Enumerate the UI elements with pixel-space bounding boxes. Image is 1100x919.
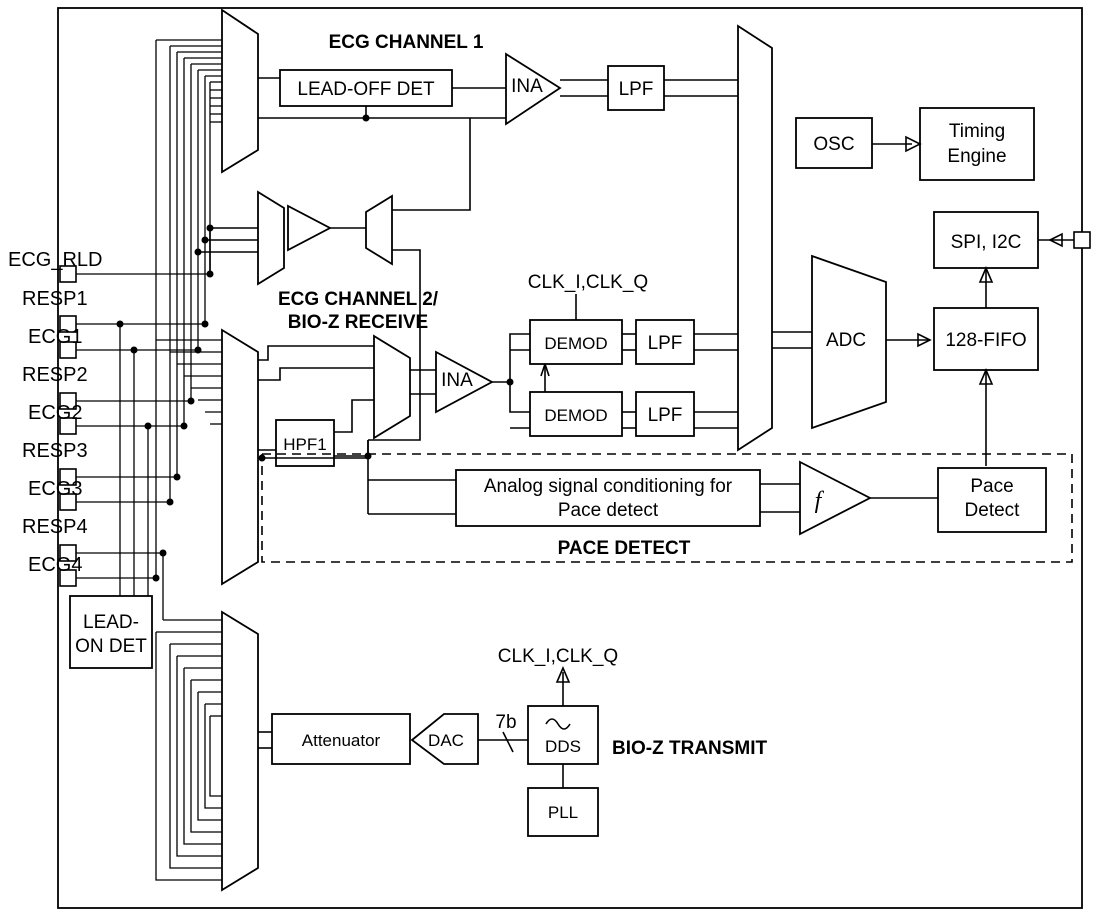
- junction-dot: [202, 321, 209, 328]
- pad-spi-i2c: [1074, 232, 1090, 248]
- lead-on-det-label-2: ON DET: [75, 636, 147, 657]
- ina1-label: INA: [511, 76, 543, 97]
- osc-label: OSC: [813, 134, 855, 155]
- pace-detect-block-label-1: Pace: [970, 476, 1014, 497]
- clk-rx-label: CLK_I,CLK_Q: [527, 272, 649, 293]
- junction-dot: [202, 237, 209, 244]
- bioz-output-mux: [222, 612, 258, 890]
- lpf1-label: LPF: [618, 79, 654, 100]
- dds-label: DDS: [545, 737, 581, 756]
- dac-bits-label: 7b: [495, 712, 517, 733]
- pace-detect-block-label-2: Detect: [964, 500, 1020, 521]
- pace-conditioning-label-1: Analog signal conditioning for: [483, 476, 733, 497]
- junction-dot: [174, 474, 181, 481]
- pll-label: PLL: [547, 803, 579, 822]
- timing-engine-block: [920, 108, 1034, 180]
- pin-label-ecg2: ECG2: [28, 402, 83, 424]
- lpf-q-label: LPF: [647, 405, 683, 426]
- attenuator-label: Attenuator: [301, 731, 381, 750]
- lpf-i-label: LPF: [647, 333, 683, 354]
- adc-label: ADC: [825, 330, 867, 351]
- ina2-label: INA: [441, 370, 473, 391]
- pin-label-ecg4: ECG4: [28, 554, 83, 576]
- ecg-channel-1-label: ECG CHANNEL 1: [328, 32, 484, 53]
- fifo-label: 128-FIFO: [945, 330, 1027, 351]
- junction-dot: [153, 575, 160, 582]
- junction-dot: [181, 423, 188, 430]
- lead-off-det-label: LEAD-OFF DET: [297, 79, 435, 100]
- ecg-channel-2-label-line1: ECG CHANNEL 2/: [277, 289, 439, 310]
- spi-i2c-label: SPI, I2C: [950, 232, 1022, 253]
- pace-detect-region-label: PACE DETECT: [557, 538, 691, 559]
- rld-output-mux: [258, 192, 284, 284]
- junction-dot: [195, 249, 202, 256]
- comparator-symbol-label: f: [814, 488, 822, 514]
- junction-dot: [145, 423, 152, 430]
- junction-dot: [188, 398, 195, 405]
- timing-engine-label-2: Engine: [947, 146, 1007, 167]
- ecg2-input-mux: [222, 330, 258, 584]
- junction-dot: [131, 347, 138, 354]
- lead-on-det-label-1: LEAD-: [83, 612, 139, 633]
- timing-engine-label-1: Timing: [948, 121, 1006, 142]
- pace-conditioning-label-2: Pace detect: [557, 500, 659, 521]
- demod-i-label: DEMOD: [544, 334, 608, 353]
- junction-dot: [117, 321, 124, 328]
- ecg1-input-mux: [222, 10, 258, 172]
- pin-label-ecg-rld: ECG_RLD: [8, 249, 103, 271]
- hpf1-label: HPF1: [283, 435, 327, 454]
- pin-label-resp4: RESP4: [22, 516, 88, 538]
- clk-tx-label: CLK_I,CLK_Q: [497, 646, 619, 667]
- bioz-transmit-label: BIO-Z TRANSMIT: [612, 738, 768, 759]
- demod-q-label: DEMOD: [544, 406, 608, 425]
- adc-input-mux: [738, 26, 772, 450]
- pin-label-resp2: RESP2: [22, 364, 88, 386]
- pin-label-resp3: RESP3: [22, 440, 88, 462]
- junction-dot: [160, 550, 167, 557]
- pin-label-ecg1: ECG1: [28, 326, 83, 348]
- ecg-channel-2-label-line2: BIO-Z RECEIVE: [287, 312, 429, 333]
- pin-label-ecg3: ECG3: [28, 478, 83, 500]
- junction-dot: [167, 499, 174, 506]
- pin-label-resp1: RESP1: [22, 288, 88, 310]
- dac-label: DAC: [428, 731, 464, 750]
